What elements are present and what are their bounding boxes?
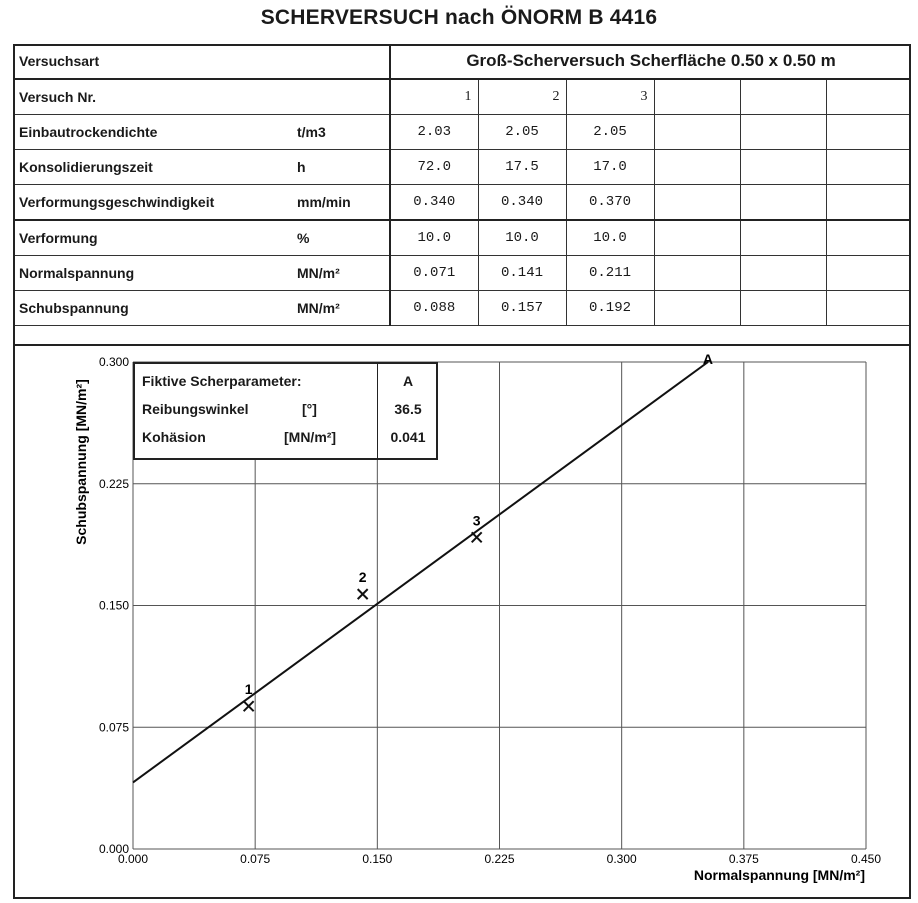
table-cell: 0.370	[566, 185, 654, 221]
table-cell: 17.5	[478, 150, 566, 185]
x-tick-label: 0.300	[606, 852, 637, 866]
table-cell: 1	[390, 79, 478, 115]
table-cell: 10.0	[390, 220, 478, 256]
row-label: Schubspannung	[13, 291, 295, 326]
table-cell: 3	[566, 79, 654, 115]
row-unit: MN/m²	[295, 256, 390, 291]
row-unit: mm/min	[295, 185, 390, 221]
table-cell: 0.211	[566, 256, 654, 291]
box-row	[135, 364, 436, 394]
box-row	[135, 420, 436, 450]
cohesion-value: 0.041	[390, 429, 426, 445]
table-cell: 0.157	[478, 291, 566, 326]
table-cell: 2.05	[478, 115, 566, 150]
data-point	[244, 681, 254, 711]
table-cell: 2	[478, 79, 566, 115]
data-point	[358, 569, 368, 599]
box-title: Fiktive Scherparameter:	[142, 373, 302, 389]
point-label: 2	[358, 569, 367, 586]
x-tick-label: 0.150	[362, 852, 393, 866]
x-tick-label: 0.075	[240, 852, 271, 866]
point-label: 3	[472, 512, 481, 529]
test-type-label: Versuchsart	[13, 44, 390, 79]
table-cell: 0.141	[478, 256, 566, 291]
y-tick-label: 0.000	[98, 842, 129, 856]
table-cell: 2.05	[566, 115, 654, 150]
table-cell: 2.03	[390, 115, 478, 150]
cohesion-label: Kohäsion	[142, 429, 206, 445]
shear-parameter-box	[133, 362, 438, 460]
row-unit: %	[295, 220, 390, 256]
table-cell: 72.0	[390, 150, 478, 185]
x-tick-label: 0.225	[484, 852, 515, 866]
table-cell: 17.0	[566, 150, 654, 185]
row-label: Verformungsgeschwindigkeit	[13, 185, 295, 221]
x-tick-label: 0.000	[117, 852, 149, 866]
box-row	[135, 392, 436, 422]
y-tick-label: 0.150	[98, 598, 129, 613]
x-tick-label: 0.375	[728, 852, 759, 866]
row-label: Versuch Nr.	[13, 79, 295, 115]
friction-unit: [°]	[302, 401, 317, 417]
row-unit: MN/m²	[295, 291, 390, 326]
friction-label: Reibungswinkel	[142, 401, 249, 417]
data-point	[472, 512, 482, 542]
page-title: SCHERVERSUCH nach ÖNORM B 4416	[260, 6, 658, 29]
x-axis-label: Normalspannung [MN/m²]	[693, 867, 865, 883]
test-type-value: Groß-Scherversuch Scherfläche 0.50 x 0.50 m	[390, 44, 911, 79]
table-cell: 0.340	[390, 185, 478, 221]
table-cell: 0.192	[566, 291, 654, 326]
y-axis-label: Schubspannung [MN/m²]	[73, 379, 89, 545]
table-cell: 10.0	[566, 220, 654, 256]
table-cell: 0.340	[478, 185, 566, 221]
table-cell: 10.0	[478, 220, 566, 256]
x-tick-label: 0.450	[850, 852, 882, 866]
point-label: 1	[244, 681, 253, 698]
y-tick-label: 0.075	[98, 720, 129, 735]
row-unit: h	[295, 150, 390, 185]
cohesion-unit: [MN/m²]	[284, 429, 337, 445]
y-tick-label: 0.300	[98, 355, 129, 369]
row-unit: t/m3	[295, 115, 390, 150]
row-label: Konsolidierungszeit	[13, 150, 295, 185]
table-cell: 0.088	[390, 291, 478, 326]
row-label: Einbautrockendichte	[13, 115, 295, 150]
friction-value: 36.5	[394, 401, 422, 417]
box-column-head: A	[402, 373, 414, 389]
fit-line-label: A	[702, 351, 714, 367]
data-points	[244, 512, 482, 711]
table-cell: 0.071	[390, 256, 478, 291]
row-label: Normalspannung	[13, 256, 295, 291]
row-label: Verformung	[13, 220, 295, 256]
y-tick-label: 0.225	[98, 476, 129, 491]
